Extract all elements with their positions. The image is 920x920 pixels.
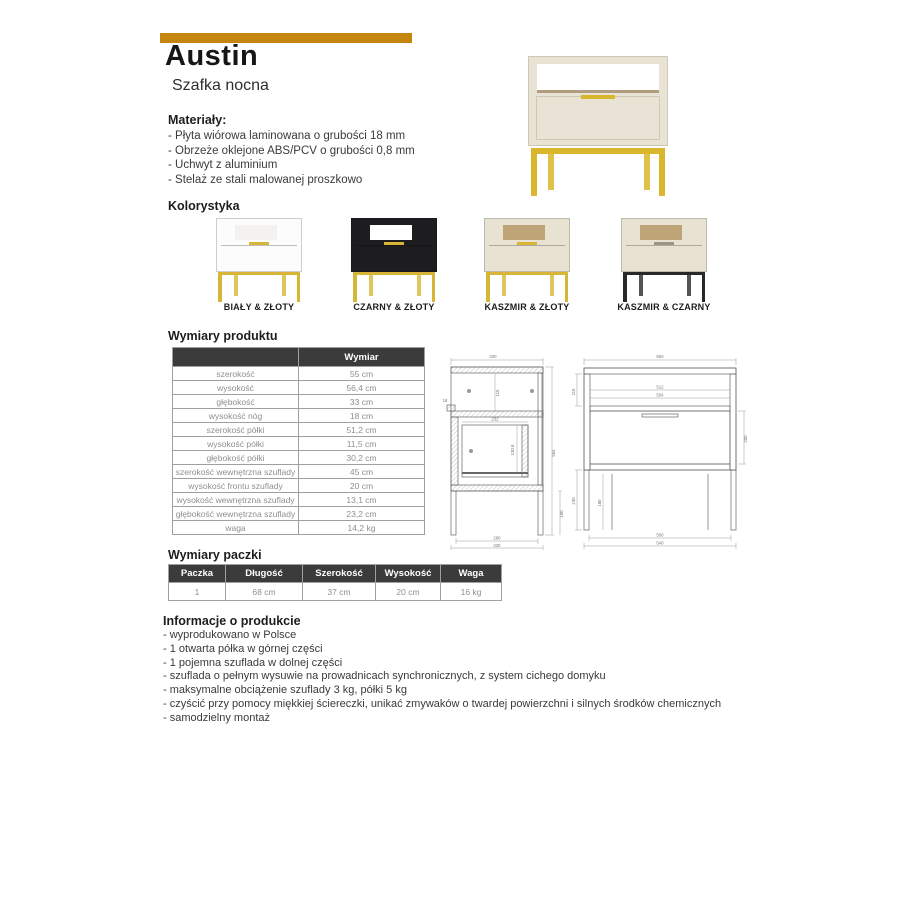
- colorway-label: KASZMIR & ZŁOTY: [484, 302, 570, 312]
- info-item: - 1 pojemna szuflada w dolnej części: [163, 656, 343, 669]
- dim-label-drawer-front: 200: [743, 435, 748, 443]
- variant-leg-frame: [486, 272, 568, 275]
- dimension-label: wysokość półki: [173, 437, 299, 451]
- variant-back-leg: [502, 272, 506, 296]
- colorway-variant: [464, 214, 590, 316]
- hero-back-leg: [644, 148, 650, 190]
- dimension-value: 30,2 cm: [299, 451, 425, 465]
- dim-label-shelf-width2: 504: [656, 392, 664, 398]
- dimension-row: [173, 381, 425, 395]
- technical-drawing-front-view: [572, 352, 764, 552]
- dimension-label: szerokość półki: [173, 423, 299, 437]
- dimension-row: [173, 465, 425, 479]
- variant-drawer-line: [221, 245, 297, 246]
- colorway-variant: [601, 214, 727, 316]
- variant-drawer-line: [356, 245, 432, 246]
- package-column-header: Waga: [441, 565, 502, 583]
- variant-leg: [623, 272, 627, 302]
- product-dimensions-heading: Wymiary produktu: [168, 329, 278, 343]
- colorway-label: CZARNY & ZŁOTY: [353, 302, 435, 312]
- dim-label-bottom-total: 330: [493, 543, 501, 548]
- dim-label-bottom-inner: 500: [656, 532, 664, 538]
- hero-back-leg: [548, 148, 554, 190]
- dim-label-drawer-height: 130,8: [510, 444, 515, 456]
- dimension-value: 14,2 kg: [299, 521, 425, 535]
- dimension-label: głębokość: [173, 395, 299, 409]
- dim-label-depth: 330: [489, 354, 497, 359]
- dim-label-shelf-height: 115: [495, 389, 500, 397]
- variant-drawer-line: [626, 245, 702, 246]
- material-item: - Płyta wiórowa laminowana o grubości 18 mm: [168, 130, 406, 142]
- hero-open-shelf: [537, 64, 659, 93]
- colorway-label: KASZMIR & CZARNY: [617, 302, 711, 312]
- dimension-label: waga: [173, 521, 299, 535]
- dimension-value: 45 cm: [299, 465, 425, 479]
- variant-leg-frame: [218, 272, 300, 275]
- dimension-value: 56,4 cm: [299, 381, 425, 395]
- info-item: - samodzielny montaż: [163, 711, 270, 724]
- technical-drawing-side-section: [437, 351, 567, 551]
- material-item: - Uchwyt z aluminium: [168, 159, 278, 172]
- package-cell: 16 kg: [441, 583, 502, 601]
- material-item: - Stelaż ze stali malowanej proszkowo: [168, 173, 363, 186]
- variant-back-leg: [550, 272, 554, 296]
- variant-open-shelf: [235, 225, 277, 240]
- hero-drawer: [536, 96, 660, 140]
- product-hero-image: [528, 56, 670, 196]
- dim-label-leg-section: 230: [571, 497, 576, 505]
- hero-leg: [531, 148, 537, 196]
- package-cell: 37 cm: [303, 583, 376, 601]
- dim-label-leg-height: 180: [559, 510, 564, 518]
- dim-label-shelf-height: 115: [571, 388, 576, 396]
- package-cell: 1: [169, 583, 226, 601]
- dimension-row: [173, 367, 425, 381]
- dimension-row: [173, 437, 425, 451]
- info-item: - szuflada o pełnym wysuwie na prowadnicach synchronicznych, z system cichego domyku: [163, 670, 606, 683]
- dimension-value: 51,2 cm: [299, 423, 425, 437]
- dim-label-width: 550: [656, 354, 664, 359]
- variant-cabinet-body: [351, 218, 437, 272]
- package-column-header: Długość: [226, 565, 303, 583]
- variant-back-leg: [369, 272, 373, 296]
- variant-open-shelf: [503, 225, 545, 240]
- product-dimensions-table: [172, 347, 425, 535]
- variant-leg: [297, 272, 301, 302]
- variant-leg: [353, 272, 357, 302]
- dim-label-board: 18: [442, 398, 448, 403]
- variant-leg: [432, 272, 436, 302]
- variant-leg-frame: [623, 272, 705, 275]
- dimension-value: 33 cm: [299, 395, 425, 409]
- colorway-variant: [331, 214, 457, 316]
- variant-back-leg: [639, 272, 643, 296]
- dimension-row: [173, 395, 425, 409]
- dimension-row: [173, 423, 425, 437]
- dim-label-leg-height: 180: [597, 499, 602, 507]
- colorway-variant: [196, 214, 322, 316]
- product-info-list: [163, 629, 721, 726]
- materials-list: [168, 129, 415, 187]
- package-column-header: Paczka: [169, 565, 226, 583]
- colorway-label: BIAŁY & ZŁOTY: [223, 302, 295, 312]
- page-subtitle: Szafka nocna: [172, 77, 269, 94]
- dimension-row: [173, 451, 425, 465]
- dimension-value: 13,1 cm: [299, 493, 425, 507]
- package-row: [169, 583, 502, 601]
- dim-label-bottom-total: 540: [656, 540, 664, 546]
- dimension-label: wysokość wewnętrzna szuflady: [173, 493, 299, 507]
- hero-drawer-handle: [581, 95, 615, 99]
- materials-heading: Materiały:: [168, 113, 227, 127]
- dimension-label: głębokość półki: [173, 451, 299, 465]
- package-dimensions-table: [168, 564, 502, 601]
- dim-label-bottom-inner: 280: [493, 535, 501, 541]
- material-item: - Obrzeże oklejone ABS/PCV o grubości 0,8 mm: [168, 144, 415, 157]
- table-header-row: [173, 348, 425, 367]
- variant-cabinet-body: [621, 218, 707, 272]
- variant-drawer-handle: [384, 242, 404, 245]
- dimension-value: 20 cm: [299, 479, 425, 493]
- variant-leg-frame: [353, 272, 435, 275]
- package-header-row: [169, 565, 502, 583]
- variant-leg: [702, 272, 706, 302]
- variant-open-shelf: [640, 225, 682, 240]
- package-column-header: Szerokość: [303, 565, 376, 583]
- info-item: - 1 otwarta półka w górnej części: [163, 642, 323, 655]
- dimension-row: [173, 507, 425, 521]
- variant-leg: [486, 272, 490, 302]
- empty-header-cell: [173, 348, 299, 367]
- dim-label-drawer-depth: 232: [491, 416, 499, 422]
- product-info-heading: Informacje o produkcie: [163, 614, 301, 628]
- dimension-label: wysokość: [173, 381, 299, 395]
- dimension-label: wysokość nóg: [173, 409, 299, 423]
- wymiar-header-cell: Wymiar: [299, 348, 425, 367]
- dimension-label: szerokość: [173, 367, 299, 381]
- variant-leg: [218, 272, 222, 302]
- variant-drawer-handle: [517, 242, 537, 245]
- dimension-label: szerokość wewnętrzna szuflady: [173, 465, 299, 479]
- variant-cabinet-body: [216, 218, 302, 272]
- info-item: - czyścić przy pomocy miękkiej ściereczki, unikać zmywaków o twardej powierzchni i silnych środków chemicznych: [163, 697, 722, 710]
- variant-back-leg: [687, 272, 691, 296]
- hero-cabinet-body: [528, 56, 668, 146]
- package-dimensions-heading: Wymiary paczki: [168, 548, 262, 562]
- dimension-value: 23,2 cm: [299, 507, 425, 521]
- page-title: Austin: [165, 40, 259, 72]
- dimension-value: 18 cm: [299, 409, 425, 423]
- dimension-row: [173, 479, 425, 493]
- dimension-value: 55 cm: [299, 367, 425, 381]
- hero-leg: [659, 148, 665, 196]
- dimension-row: [173, 409, 425, 423]
- dim-label-shelf-width: 512: [656, 384, 664, 390]
- variant-back-leg: [234, 272, 238, 296]
- dim-label-total-height: 564: [551, 449, 556, 457]
- colorways-heading: Kolorystyka: [168, 199, 240, 213]
- dimension-label: głębokość wewnętrzna szuflady: [173, 507, 299, 521]
- package-column-header: Wysokość: [376, 565, 441, 583]
- dimension-label: wysokość frontu szuflady: [173, 479, 299, 493]
- dimension-row: [173, 521, 425, 535]
- variant-open-shelf: [370, 225, 412, 240]
- variant-drawer-handle: [249, 242, 269, 245]
- package-cell: 20 cm: [376, 583, 441, 601]
- variant-leg: [565, 272, 569, 302]
- variant-drawer-handle: [654, 242, 674, 245]
- info-item: - wyprodukowano w Polsce: [163, 629, 297, 641]
- variant-back-leg: [417, 272, 421, 296]
- package-cell: 68 cm: [226, 583, 303, 601]
- info-item: - maksymalne obciążenie szuflady 3 kg, półki 5 kg: [163, 684, 407, 697]
- variant-back-leg: [282, 272, 286, 296]
- dimension-value: 11,5 cm: [299, 437, 425, 451]
- dimension-row: [173, 493, 425, 507]
- variant-drawer-line: [489, 245, 565, 246]
- variant-cabinet-body: [484, 218, 570, 272]
